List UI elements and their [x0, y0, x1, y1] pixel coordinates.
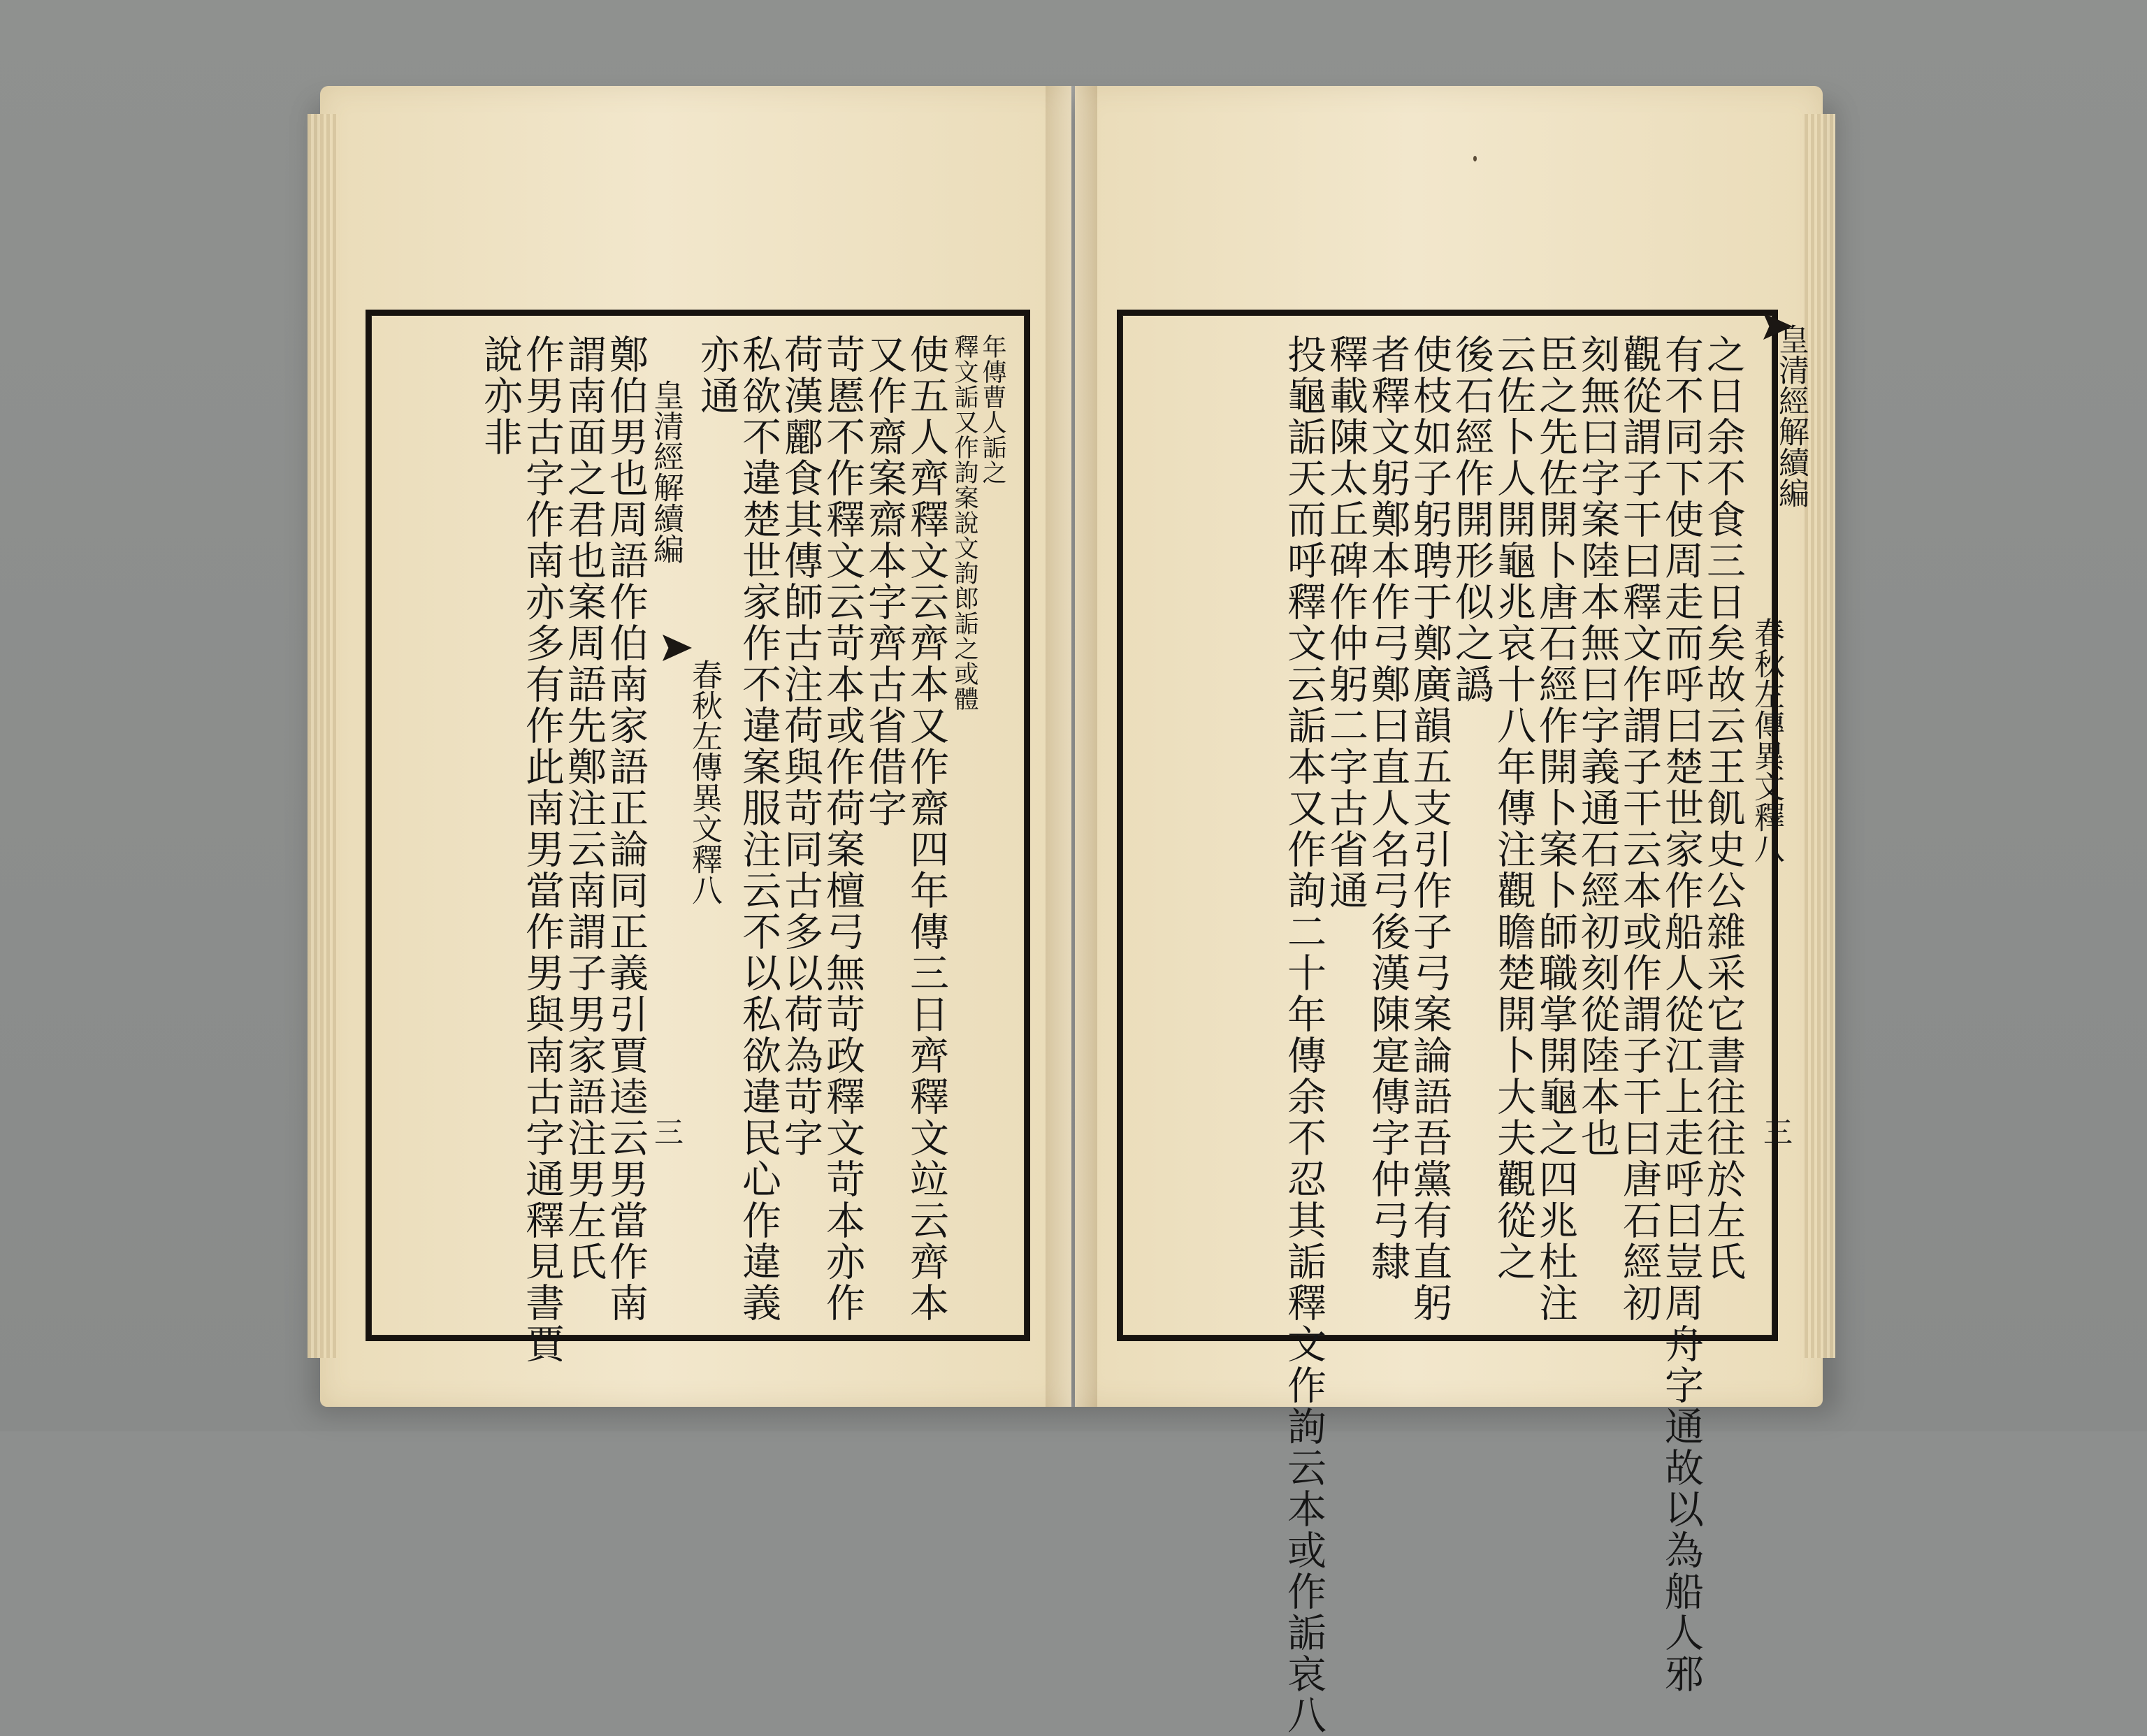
left-col-12: 說亦非 — [477, 334, 523, 458]
paper-speck — [1473, 156, 1477, 161]
left-col-3: 使五人齊釋文云齊本又作齋四年傳三日齊釋文竝云齊本 — [904, 334, 949, 1324]
left-col-2: 釋文詬又作訽案說文訽郎詬之或體 — [950, 334, 978, 711]
left-col-4: 又作齋案齋本字齊古省借字 — [862, 334, 907, 829]
right-col-5: 臣之先佐開卜唐石經作開卜案卜師職掌開龜之四兆杜注 — [1533, 334, 1578, 1324]
left-page-edge — [308, 114, 338, 1358]
left-col-8: 亦通 — [694, 334, 739, 417]
right-col-9: 者釋文躬鄭本作弓鄭曰直人名弓後漢陳寔傳字仲弓隸 — [1365, 334, 1410, 1282]
left-margin-page-number: 三 — [650, 1117, 684, 1146]
left-page — [320, 86, 1071, 1407]
right-col-7: 後石經作開形似之譌 — [1449, 334, 1494, 705]
right-col-6: 云佐卜人開龜兆哀十八年傳注觀瞻楚開卜大夫觀從之 — [1491, 334, 1536, 1282]
right-col-2: 有不同下使周走而呼曰楚世家作船人從江上走呼曰豈周舟字通故以為船人邪 — [1658, 334, 1704, 1695]
left-col-6: 荷漢酈食其傳師古注荷與苛同古多以荷為苛字 — [778, 334, 823, 1159]
left-col-7: 私欲不違楚世家作不違案服注云不以私欲違民心作違義 — [736, 334, 781, 1324]
right-margin-title: 皇清經解續編 — [1773, 324, 1809, 508]
right-col-11: 投龜詬天而呼釋文云詬本又作訽二十年傳余不忍其詬釋文作訽云本或作詬哀八 — [1281, 334, 1326, 1736]
right-col-10: 釋載陳太丘碑作仲躬二字古省通 — [1323, 334, 1368, 911]
left-col-11: 作男古字作南亦多有作此南男當作男與南古字通釋見書賈 — [519, 334, 565, 1365]
right-margin-section: 春秋左傳異文釋八 — [1749, 617, 1784, 863]
right-col-1: 之日余不食三日矣故云王飢史公雜采它書往往於左氏 — [1700, 334, 1746, 1282]
left-margin-title: 皇清經解續編 — [648, 379, 684, 564]
right-page — [1075, 86, 1823, 1736]
left-col-5: 苛慝不作釋文云苛本或作荷案檀弓無苛政釋文苛本亦作 — [820, 334, 865, 1324]
left-col-10: 謂南面之君也案周語先鄭注云南謂子男家語注男左氏 — [561, 334, 607, 1282]
right-col-8: 使枝如子躬聘于鄭廣韻五支引作子弓案論語吾黨有直躬 — [1407, 334, 1452, 1324]
left-col-1: 年傳曹人詬之 — [978, 334, 1006, 485]
left-page-bleed-through-texture — [404, 379, 446, 748]
right-col-3: 觀從謂子干曰釋文作謂子干云本或作謂子干曰唐石經初 — [1617, 334, 1662, 1324]
right-margin-page-number: 三 — [1759, 1117, 1793, 1146]
open-chinese-book — [320, 86, 1823, 1736]
left-col-9: 鄭伯男也周語作伯南家語正論同正義引賈逵云男當作南 — [603, 334, 649, 1324]
left-margin-section: 春秋左傳異文釋八 — [686, 659, 722, 905]
right-col-4: 刻無曰字案陸本無曰字義通石經初刻從陸本也 — [1575, 334, 1620, 1159]
right-page-edge — [1805, 114, 1835, 1358]
